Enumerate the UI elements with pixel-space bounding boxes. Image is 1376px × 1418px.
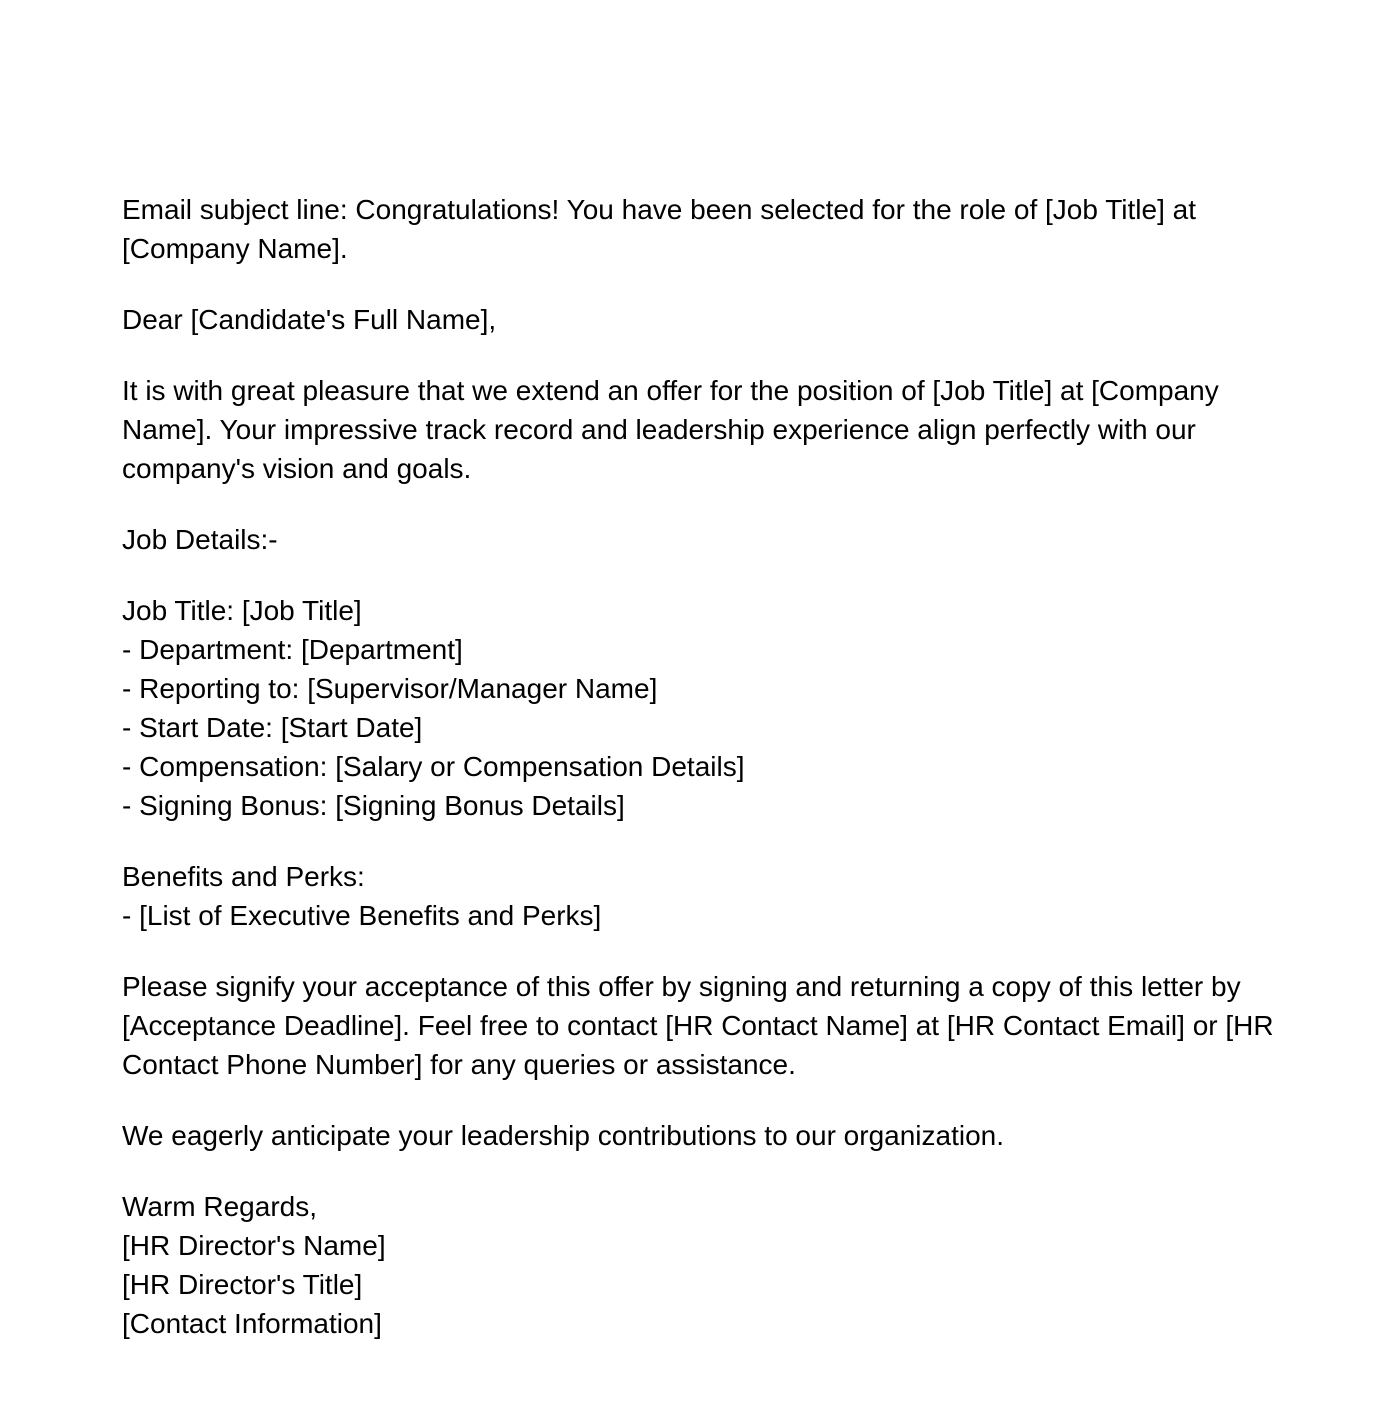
job-details-list (122, 591, 1337, 825)
intro-paragraph (122, 371, 1337, 488)
closing-statement-text: We eagerly anticipate your leadership contributions to our organization. (122, 1120, 1004, 1151)
hr-director-title: [HR Director's Title] (122, 1269, 363, 1300)
acceptance-line-2: [Acceptance Deadline]. Feel free to contact [HR Contact Name] at [HR Contact Email] or [HR (122, 1010, 1274, 1041)
salutation (122, 300, 1337, 339)
benefits-section (122, 857, 1337, 935)
contact-information: [Contact Information] (122, 1308, 382, 1339)
job-title-item: Job Title: [Job Title] (122, 595, 362, 626)
job-details-heading-text: Job Details:- (122, 524, 278, 555)
reporting-to-item: - Reporting to: [Supervisor/Manager Name] (122, 673, 658, 704)
acceptance-paragraph (122, 967, 1337, 1084)
subject-line (122, 190, 1337, 268)
intro-line-1: It is with great pleasure that we extend an offer for the position of [Job Title] at [Company (122, 375, 1219, 406)
hr-director-name: [HR Director's Name] (122, 1230, 386, 1261)
intro-line-2: Name]. Your impressive track record and leadership experience align perfectly with our (122, 414, 1196, 445)
signing-bonus-item: - Signing Bonus: [Signing Bonus Details] (122, 790, 625, 821)
job-details-heading (122, 520, 1337, 559)
sign-off: Warm Regards, (122, 1191, 318, 1222)
compensation-item: - Compensation: [Salary or Compensation Details] (122, 751, 745, 782)
start-date-item: - Start Date: [Start Date] (122, 712, 423, 743)
benefits-heading: Benefits and Perks: (122, 861, 365, 892)
signature-block (122, 1187, 1337, 1343)
subject-line-1: Email subject line: Congratulations! You have been selected for the role of [Job Title] at (122, 194, 1196, 225)
subject-line-2: [Company Name]. (122, 233, 348, 264)
benefits-item: - [List of Executive Benefits and Perks] (122, 900, 602, 931)
acceptance-line-1: Please signify your acceptance of this offer by signing and returning a copy of this letter by (122, 971, 1241, 1002)
acceptance-line-3: Contact Phone Number] for any queries or assistance. (122, 1049, 796, 1080)
salutation-text: Dear [Candidate's Full Name], (122, 304, 497, 335)
closing-statement (122, 1116, 1337, 1155)
department-item: - Department: [Department] (122, 634, 463, 665)
email-document (122, 190, 1337, 1343)
intro-line-3: company's vision and goals. (122, 453, 472, 484)
